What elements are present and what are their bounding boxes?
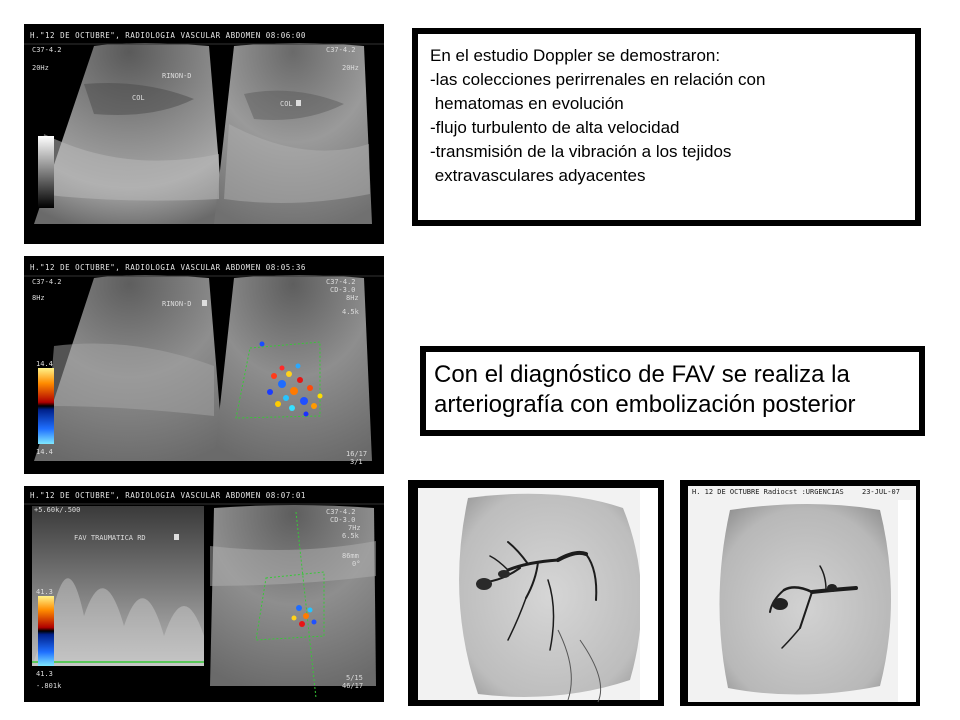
us3-header: H."12 DE OCTUBRE", RADIOLOGIA VASCULAR ABDOMEN 08:07:01 <box>30 491 306 500</box>
doppler-findings-box <box>412 28 921 226</box>
diagnosis-line-2: arteriografía con embolización posterior <box>434 391 856 418</box>
us2-label-organ: RINON-D <box>162 300 192 308</box>
us3-frame: 5/15 <box>346 674 363 682</box>
ultrasound-image-1 <box>24 24 384 244</box>
doppler-findings-text <box>430 44 765 188</box>
us1-right-probe: C37-4.2 <box>326 46 356 54</box>
us1-left-probe: C37-4.2 <box>32 46 62 54</box>
doppler-line-3: hematomas en evolución <box>430 94 624 113</box>
us3-right-k: 6.5k <box>342 532 359 540</box>
us3-right-deg: 0° <box>352 560 361 568</box>
us2-right-freq: 8Hz <box>346 294 359 302</box>
us3-left-scale: +5.60k/.500 <box>34 506 81 514</box>
us1-header: H."12 DE OCTUBRE", RADIOLOGIA VASCULAR ABDOMEN 08:06:00 <box>30 31 306 40</box>
us1-label-col-left: COL <box>132 94 145 102</box>
us3-right-probe: C37-4.2 <box>326 508 356 516</box>
us2-frame: 16/17 <box>346 450 368 458</box>
us1-label-organ: RINON-D <box>162 72 192 80</box>
us3-scale-bottom: 41.3 <box>36 670 53 678</box>
us2-scale-bottom: 14.4 <box>36 448 53 456</box>
us2-right-probe: C37-4.2 <box>326 278 356 286</box>
us3-label: FAV TRAUMATICA RD <box>74 534 146 542</box>
doppler-line-1: En el estudio Doppler se demostraron: <box>430 46 721 65</box>
angio2-header: H. 12 DE OCTUBRE Radiocst :URGENCIAS <box>692 488 844 496</box>
us1-left-freq: 20Hz <box>32 64 49 72</box>
us2-right-cd: CD-3.0 <box>330 286 356 294</box>
us2-right-k: 4.5k <box>342 308 359 316</box>
us3-scale-top: 41.3 <box>36 588 53 596</box>
us2-left-freq: 8Hz <box>32 294 45 302</box>
ultrasound-doppler-image-2 <box>24 256 384 474</box>
us2-scale-top: 14.4 <box>36 360 53 368</box>
doppler-line-5: -transmisión de la vibración a los tejidos <box>430 142 732 161</box>
doppler-line-4: -flujo turbulento de alta velocidad <box>430 118 680 137</box>
doppler-line-6: extravasculares adyacentes <box>430 166 646 185</box>
us1-label-col-right: COL <box>280 100 293 108</box>
us2-frame2: 3/1 <box>350 458 363 466</box>
us3-axis-bottom: -.801k <box>36 682 62 690</box>
us3-right-freq: 7Hz <box>348 524 361 532</box>
us3-right-mm: 86mm <box>342 552 359 560</box>
us1-right-freq: 20Hz <box>342 64 359 72</box>
diagnosis-box <box>420 346 925 436</box>
angiography-image-2 <box>680 480 920 706</box>
angiography-image-1 <box>408 480 664 706</box>
us3-right-cd: CD-3.0 <box>330 516 356 524</box>
diagnosis-text <box>434 360 856 420</box>
ultrasound-spectral-doppler-image-3 <box>24 486 384 702</box>
us2-left-probe: C37-4.2 <box>32 278 62 286</box>
angio2-date: 23-JUL-07 <box>862 488 900 496</box>
us3-frame2: 46/17 <box>342 682 364 690</box>
us2-header: H."12 DE OCTUBRE", RADIOLOGIA VASCULAR ABDOMEN 08:05:36 <box>30 263 306 272</box>
diagnosis-line-1: Con el diagnóstico de FAV se realiza la <box>434 361 850 388</box>
doppler-line-2: -las colecciones perirrenales en relación con <box>430 70 766 89</box>
